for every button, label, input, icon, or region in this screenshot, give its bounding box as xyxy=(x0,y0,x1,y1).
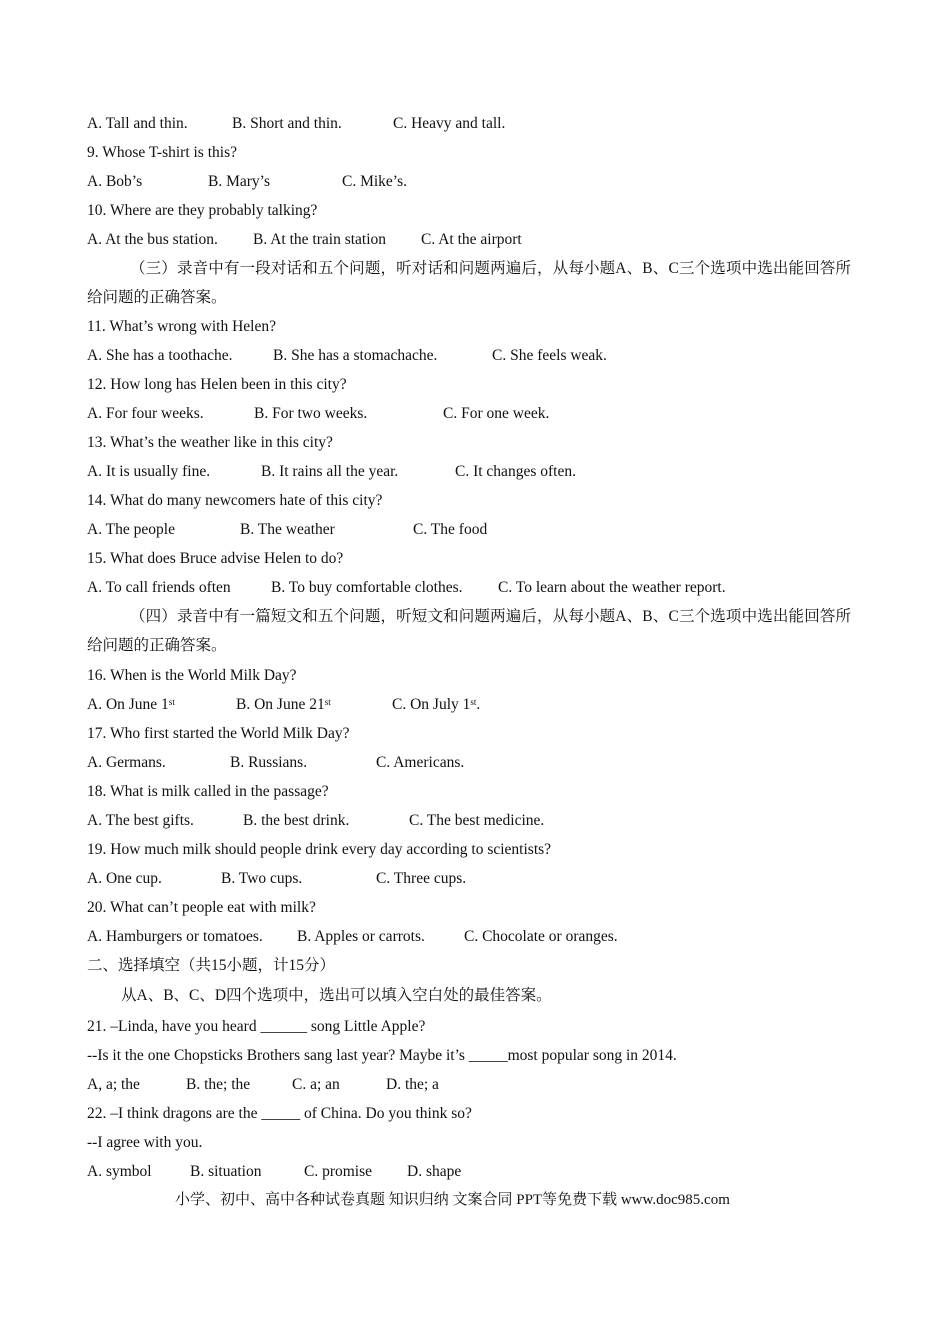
ordinal-suffix: st xyxy=(168,697,175,707)
option-a: A. The people xyxy=(87,521,175,538)
option-a: A. It is usually fine. xyxy=(87,463,211,480)
option-a: A. To call friends often xyxy=(87,579,231,596)
option-c: C. At the airport xyxy=(421,231,522,248)
option-c: C. It changes often. xyxy=(455,463,576,480)
option-c-text: C. On July 1 xyxy=(392,696,471,713)
option-a: A. The best gifts. xyxy=(87,812,194,829)
option-c: C. Chocolate or oranges. xyxy=(464,928,618,945)
option-c: C. The food xyxy=(413,521,488,538)
question-17-stem: 17. Who first started the World Milk Day? xyxy=(87,725,350,742)
question-14-stem: 14. What do many newcomers hate of this city? xyxy=(87,492,383,509)
option-a: A. One cup. xyxy=(87,870,162,887)
option-c: C. Mike’s. xyxy=(342,173,408,190)
option-a: A. symbol xyxy=(87,1163,152,1180)
question-21-line-1: 21. –Linda, have you heard ______ song Little Apple? xyxy=(87,1018,426,1035)
option-b: B. the best drink. xyxy=(243,812,350,829)
option-a: A. For four weeks. xyxy=(87,405,204,422)
option-c: C. Heavy and tall. xyxy=(393,115,506,132)
part-2-heading: 二、选择填空（共15小题，计15分） xyxy=(87,957,336,974)
option-b: B. situation xyxy=(190,1163,262,1180)
option-b: B. Two cups. xyxy=(221,870,303,887)
option-b: B. the; the xyxy=(186,1076,251,1093)
option-a: A. Bob’s xyxy=(87,173,143,190)
option-d: D. shape xyxy=(407,1163,462,1180)
option-b: B. It rains all the year. xyxy=(261,463,399,480)
option-b: B. At the train station xyxy=(253,231,387,248)
option-c: C. Three cups. xyxy=(376,870,467,887)
option-a-text: A. On June 1 xyxy=(87,696,169,713)
option-b: B. Russians. xyxy=(230,754,308,771)
question-16-stem: 16. When is the World Milk Day? xyxy=(87,667,297,684)
question-10-stem: 10. Where are they probably talking? xyxy=(87,202,318,219)
option-c: C. promise xyxy=(304,1163,373,1180)
option-b: B. To buy comfortable clothes. xyxy=(271,579,463,596)
question-19-stem: 19. How much milk should people drink every day according to scientists? xyxy=(87,841,552,858)
option-c: C. Americans. xyxy=(376,754,465,771)
option-b: B. For two weeks. xyxy=(254,405,368,422)
option-a: A. She has a toothache. xyxy=(87,347,233,364)
ordinal-suffix: st xyxy=(470,697,477,707)
question-18-stem: 18. What is milk called in the passage? xyxy=(87,783,329,800)
ordinal-suffix: st xyxy=(324,697,331,707)
option-c: C. a; an xyxy=(292,1076,340,1093)
question-12-stem: 12. How long has Helen been in this city? xyxy=(87,376,347,393)
question-22-line-2: --I agree with you. xyxy=(87,1134,203,1151)
option-c: C. The best medicine. xyxy=(409,812,545,829)
question-21-line-2: --Is it the one Chopsticks Brothers sang last year? Maybe it’s _____most popular song in 2014. xyxy=(87,1047,677,1064)
option-b: B. Short and thin. xyxy=(232,115,342,132)
option-a: A. Hamburgers or tomatoes. xyxy=(87,928,263,945)
option-b: B. The weather xyxy=(240,521,335,538)
question-20-stem: 20. What can’t people eat with milk? xyxy=(87,899,316,916)
page-footer: 小学、初中、高中各种试卷真题 知识归纳 文案合同 PPT等免费下载 www.doc985.com xyxy=(175,1192,730,1208)
option-a: A. Tall and thin. xyxy=(87,115,188,132)
question-15-stem: 15. What does Bruce advise Helen to do? xyxy=(87,550,344,567)
option-a: A. Germans. xyxy=(87,754,166,771)
section-3-instruction: （三）录音中有一段对话和五个问题，听对话和问题两遍后，从每小题A、B、C三个选项中选出能回答所给问题的正确答案。 xyxy=(87,260,851,306)
question-9-stem: 9. Whose T-shirt is this? xyxy=(87,144,237,161)
option-b-text: B. On June 21 xyxy=(236,696,325,713)
option-c: C. To learn about the weather report. xyxy=(498,579,726,596)
option-b xyxy=(236,695,331,715)
option-c: C. She feels weak. xyxy=(492,347,607,364)
option-b: B. Mary’s xyxy=(208,173,270,190)
section-4-instruction: （四）录音中有一篇短文和五个问题，听短文和问题两遍后，从每小题A、B、C三个选项中选出能回答所给问题的正确答案。 xyxy=(87,608,851,654)
option-c xyxy=(392,695,480,715)
question-13-stem: 13. What’s the weather like in this city? xyxy=(87,434,333,451)
option-b: B. She has a stomachache. xyxy=(273,347,438,364)
part-2-instruction: 从A、B、C、D四个选项中，选出可以填入空白处的最佳答案。 xyxy=(121,987,552,1004)
question-22-line-1: 22. –I think dragons are the _____ of China. Do you think so? xyxy=(87,1105,472,1122)
option-b: B. Apples or carrots. xyxy=(297,928,425,945)
option-a xyxy=(87,695,175,715)
option-c-period: . xyxy=(476,696,481,713)
option-a: A, a; the xyxy=(87,1076,140,1093)
question-11-stem: 11. What’s wrong with Helen? xyxy=(87,318,276,335)
option-c: C. For one week. xyxy=(443,405,550,422)
option-d: D. the; a xyxy=(386,1076,439,1093)
option-a: A. At the bus station. xyxy=(87,231,218,248)
